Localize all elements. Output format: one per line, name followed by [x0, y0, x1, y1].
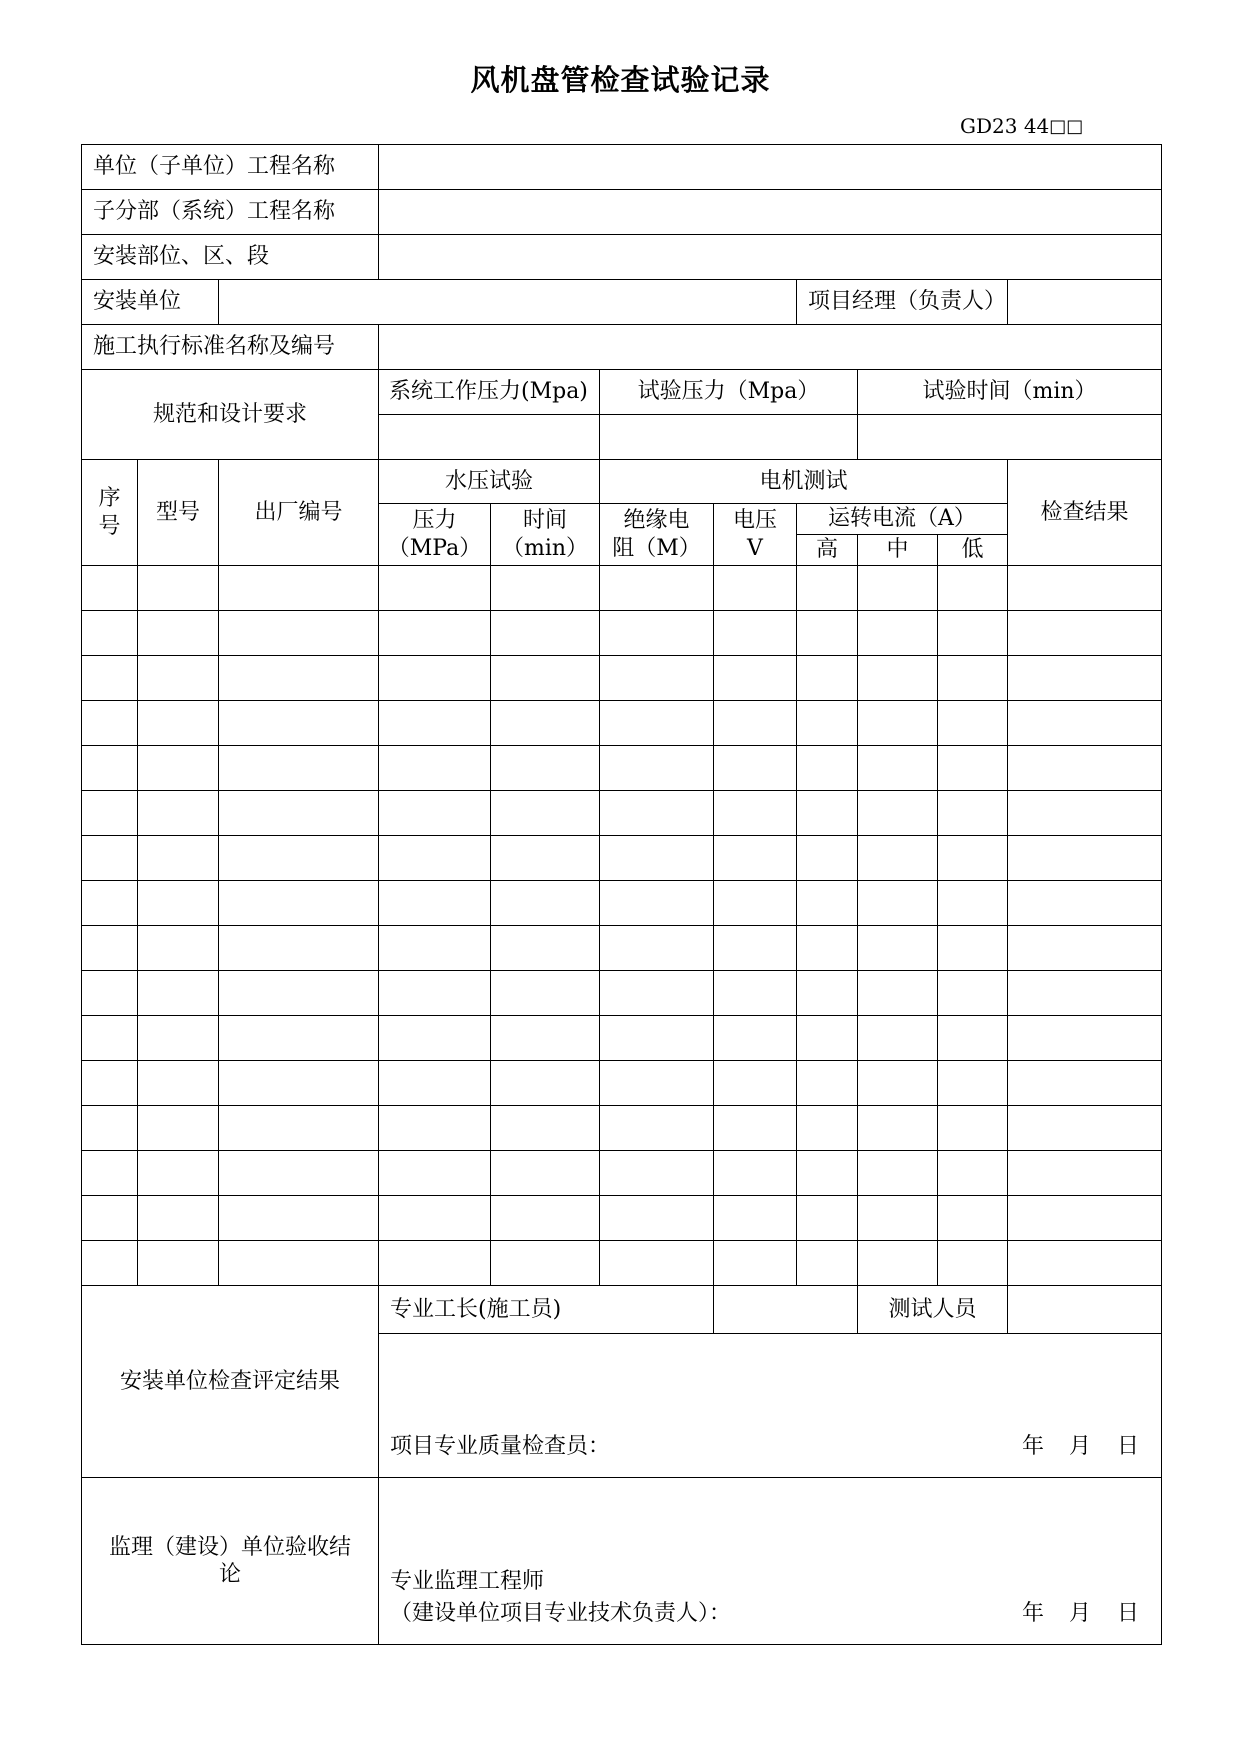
insulation-cell[interactable]: [600, 1016, 714, 1061]
supervision-year-label: 年: [1022, 1601, 1045, 1626]
time-cell[interactable]: [491, 926, 600, 971]
test-header-row-1: [82, 460, 1162, 504]
current-low-cell[interactable]: [938, 1061, 1008, 1106]
standard-row: [82, 325, 1162, 370]
pressure-cell[interactable]: [379, 1241, 491, 1286]
current-high-cell[interactable]: [797, 566, 858, 611]
table-row: [82, 1061, 1162, 1106]
form-code-text: GD23 44: [960, 114, 1050, 138]
result-cell[interactable]: [1008, 656, 1162, 701]
current-mid-cell[interactable]: [858, 1196, 938, 1241]
install-eval-label: 安装单位检查评定结果: [82, 1286, 379, 1478]
current-mid-cell[interactable]: [858, 1241, 938, 1286]
document-title: 风机盘管检查试验记录: [470, 63, 771, 97]
seq-cell[interactable]: [82, 746, 138, 791]
hydro-test-header: 水压试验: [379, 460, 600, 504]
supervision-field[interactable]: [379, 1478, 1162, 1645]
quality-inspector-label: 项目专业质量检查员：: [390, 1434, 611, 1459]
time-cell[interactable]: [491, 1241, 600, 1286]
foreman-field[interactable]: [714, 1286, 858, 1334]
current-mid-cell[interactable]: [858, 746, 938, 791]
supervision-row: [82, 1478, 1162, 1645]
voltage-cell[interactable]: [714, 566, 797, 611]
pressure-cell[interactable]: [379, 881, 491, 926]
sub-project-name-field[interactable]: [379, 190, 1162, 235]
test-pressure-field[interactable]: [600, 415, 858, 460]
voltage-cell[interactable]: [714, 1061, 797, 1106]
table-row: [82, 1151, 1162, 1196]
insulation-cell[interactable]: [600, 611, 714, 656]
seq-cell[interactable]: [82, 1151, 138, 1196]
factory-no-cell[interactable]: [219, 611, 379, 656]
result-cell[interactable]: [1008, 1196, 1162, 1241]
voltage-header-line1: 电压: [732, 508, 777, 533]
result-cell[interactable]: [1008, 926, 1162, 971]
install-unit-label: 安装单位: [82, 280, 219, 325]
model-cell[interactable]: [138, 971, 219, 1016]
motor-test-header: 电机测试: [600, 460, 1008, 504]
unit-project-name-field[interactable]: [379, 145, 1162, 190]
current-high-cell[interactable]: [797, 656, 858, 701]
supervisor-label-line1: 专业监理工程师: [390, 1569, 545, 1594]
pressure-cell[interactable]: [379, 791, 491, 836]
time-cell[interactable]: [491, 611, 600, 656]
model-cell[interactable]: [138, 1151, 219, 1196]
insulation-header: [600, 504, 714, 566]
voltage-cell[interactable]: [714, 1106, 797, 1151]
install-eval-year-label: 年: [1022, 1434, 1045, 1459]
time-cell[interactable]: [491, 1106, 600, 1151]
unit-project-row: [82, 145, 1162, 190]
table-row: [82, 1016, 1162, 1061]
pressure-cell[interactable]: [379, 971, 491, 1016]
seq-cell[interactable]: [82, 1196, 138, 1241]
insulation-cell[interactable]: [600, 566, 714, 611]
model-cell[interactable]: [138, 656, 219, 701]
time-cell[interactable]: [491, 1196, 600, 1241]
model-cell[interactable]: [138, 1061, 219, 1106]
install-location-row: [82, 235, 1162, 280]
pressure-header-line2: （MPa）: [387, 535, 482, 561]
insulation-cell[interactable]: [600, 971, 714, 1016]
time-header-line1: 时间: [522, 508, 567, 533]
pressure-cell[interactable]: [379, 1016, 491, 1061]
table-row: [82, 656, 1162, 701]
pressure-cell[interactable]: [379, 1106, 491, 1151]
voltage-header: [714, 504, 797, 566]
install-eval-field[interactable]: [379, 1334, 1162, 1478]
current-low-cell[interactable]: [938, 1016, 1008, 1061]
test-time-field[interactable]: [858, 415, 1162, 460]
model-cell[interactable]: [138, 746, 219, 791]
current-low-cell[interactable]: [938, 1106, 1008, 1151]
current-high-cell[interactable]: [797, 1151, 858, 1196]
current-low-cell[interactable]: [938, 566, 1008, 611]
factory-no-cell[interactable]: [219, 1016, 379, 1061]
result-cell[interactable]: [1008, 1061, 1162, 1106]
table-row: [82, 971, 1162, 1016]
current-low-cell[interactable]: [938, 791, 1008, 836]
seq-cell[interactable]: [82, 566, 138, 611]
table-row: [82, 611, 1162, 656]
time-header: [491, 504, 600, 566]
data-rows: [82, 566, 1162, 1286]
voltage-cell[interactable]: [714, 1151, 797, 1196]
insulation-cell[interactable]: [600, 1196, 714, 1241]
table-row: [82, 1241, 1162, 1286]
supervision-day-label: 日: [1117, 1601, 1140, 1626]
time-cell[interactable]: [491, 1151, 600, 1196]
supervision-month-label: 月: [1069, 1601, 1092, 1626]
insulation-cell[interactable]: [600, 791, 714, 836]
system-pressure-field[interactable]: [379, 415, 600, 460]
model-cell[interactable]: [138, 566, 219, 611]
result-cell[interactable]: [1008, 1241, 1162, 1286]
voltage-cell[interactable]: [714, 881, 797, 926]
pressure-cell[interactable]: [379, 746, 491, 791]
model-cell[interactable]: [138, 926, 219, 971]
current-high-cell[interactable]: [797, 1061, 858, 1106]
factory-no-cell[interactable]: [219, 926, 379, 971]
spec-requirements-label: 规范和设计要求: [82, 370, 379, 460]
project-manager-field[interactable]: [1008, 280, 1162, 325]
current-high-cell[interactable]: [797, 1106, 858, 1151]
current-low-cell[interactable]: [938, 1241, 1008, 1286]
current-high-header: 高: [797, 535, 858, 566]
table-row: [82, 701, 1162, 746]
time-cell[interactable]: [491, 746, 600, 791]
voltage-cell[interactable]: [714, 971, 797, 1016]
time-cell[interactable]: [491, 836, 600, 881]
seq-cell[interactable]: [82, 926, 138, 971]
current-low-cell[interactable]: [938, 1151, 1008, 1196]
factory-no-cell[interactable]: [219, 971, 379, 1016]
factory-no-cell[interactable]: [219, 1196, 379, 1241]
voltage-header-line2: V: [747, 535, 763, 561]
result-cell[interactable]: [1008, 836, 1162, 881]
install-unit-row: [82, 280, 1162, 325]
insulation-cell[interactable]: [600, 656, 714, 701]
seq-header-line1: 序: [98, 486, 121, 511]
current-low-cell[interactable]: [938, 971, 1008, 1016]
current-low-cell[interactable]: [938, 926, 1008, 971]
voltage-cell[interactable]: [714, 791, 797, 836]
current-mid-cell[interactable]: [858, 926, 938, 971]
insulation-cell[interactable]: [600, 926, 714, 971]
pressure-cell[interactable]: [379, 836, 491, 881]
model-cell[interactable]: [138, 1241, 219, 1286]
tester-field[interactable]: [1008, 1286, 1162, 1334]
spec-header-row: [82, 370, 1162, 415]
current-mid-cell[interactable]: [858, 701, 938, 746]
factory-no-cell[interactable]: [219, 881, 379, 926]
current-high-cell[interactable]: [797, 1241, 858, 1286]
pressure-cell[interactable]: [379, 611, 491, 656]
seq-cell[interactable]: [82, 881, 138, 926]
current-high-cell[interactable]: [797, 611, 858, 656]
seq-cell[interactable]: [82, 701, 138, 746]
voltage-cell[interactable]: [714, 701, 797, 746]
current-high-cell[interactable]: [797, 1016, 858, 1061]
insulation-cell[interactable]: [600, 1061, 714, 1106]
standard-name-label: 施工执行标准名称及编号: [82, 325, 379, 370]
project-manager-label: 项目经理（负责人）: [797, 280, 1008, 325]
insulation-header-line2: 阻（M）: [612, 535, 701, 561]
system-pressure-label: 系统工作压力(Mpa): [379, 370, 600, 415]
time-cell[interactable]: [491, 1061, 600, 1106]
seq-cell[interactable]: [82, 1061, 138, 1106]
unit-project-name-label: 单位（子单位）工程名称: [82, 145, 379, 190]
current-high-cell[interactable]: [797, 926, 858, 971]
model-cell[interactable]: [138, 1196, 219, 1241]
factory-no-cell[interactable]: [219, 1151, 379, 1196]
factory-no-cell[interactable]: [219, 791, 379, 836]
install-eval-month-label: 月: [1069, 1434, 1092, 1459]
current-mid-header: 中: [858, 535, 938, 566]
seq-header-line2: 号: [98, 513, 121, 539]
current-mid-cell[interactable]: [858, 791, 938, 836]
table-row: [82, 836, 1162, 881]
voltage-cell[interactable]: [714, 656, 797, 701]
pressure-cell[interactable]: [379, 926, 491, 971]
table-row: [82, 746, 1162, 791]
seq-cell[interactable]: [82, 791, 138, 836]
form-code: [960, 114, 1083, 138]
current-low-cell[interactable]: [938, 836, 1008, 881]
table-row: [82, 926, 1162, 971]
result-cell[interactable]: [1008, 566, 1162, 611]
model-cell[interactable]: [138, 881, 219, 926]
factory-no-cell[interactable]: [219, 656, 379, 701]
current-high-cell[interactable]: [797, 836, 858, 881]
pressure-cell[interactable]: [379, 1151, 491, 1196]
install-eval-row-1: [82, 1286, 1162, 1334]
time-cell[interactable]: [491, 1016, 600, 1061]
current-mid-cell[interactable]: [858, 656, 938, 701]
current-low-cell[interactable]: [938, 701, 1008, 746]
seq-cell[interactable]: [82, 971, 138, 1016]
current-mid-cell[interactable]: [858, 611, 938, 656]
current-low-cell[interactable]: [938, 1196, 1008, 1241]
current-mid-cell[interactable]: [858, 1106, 938, 1151]
pressure-header: [379, 504, 491, 566]
result-cell[interactable]: [1008, 971, 1162, 1016]
seq-cell[interactable]: [82, 1106, 138, 1151]
sub-project-name-label: 子分部（系统）工程名称: [82, 190, 379, 235]
test-pressure-label: 试验压力（Mpa）: [600, 370, 858, 415]
current-mid-cell[interactable]: [858, 836, 938, 881]
current-low-cell[interactable]: [938, 746, 1008, 791]
current-high-cell[interactable]: [797, 746, 858, 791]
running-current-header: 运转电流（A）: [797, 504, 1008, 535]
form-code-checkboxes: □□: [1049, 116, 1084, 137]
pressure-header-line1: 压力: [412, 508, 457, 533]
model-cell[interactable]: [138, 1016, 219, 1061]
voltage-cell[interactable]: [714, 836, 797, 881]
install-location-field[interactable]: [379, 235, 1162, 280]
time-cell[interactable]: [491, 791, 600, 836]
insulation-cell[interactable]: [600, 1151, 714, 1196]
result-cell[interactable]: [1008, 881, 1162, 926]
tester-label: 测试人员: [858, 1286, 1008, 1334]
result-cell[interactable]: [1008, 746, 1162, 791]
seq-cell[interactable]: [82, 611, 138, 656]
record-form: [81, 144, 1161, 1648]
voltage-cell[interactable]: [714, 1241, 797, 1286]
time-cell[interactable]: [491, 881, 600, 926]
result-cell[interactable]: [1008, 701, 1162, 746]
factory-no-cell[interactable]: [219, 1241, 379, 1286]
time-cell[interactable]: [491, 701, 600, 746]
time-cell[interactable]: [491, 566, 600, 611]
factory-no-cell[interactable]: [219, 1106, 379, 1151]
pressure-cell[interactable]: [379, 701, 491, 746]
voltage-cell[interactable]: [714, 611, 797, 656]
current-mid-cell[interactable]: [858, 1016, 938, 1061]
factory-no-cell[interactable]: [219, 746, 379, 791]
current-mid-cell[interactable]: [858, 1061, 938, 1106]
model-cell[interactable]: [138, 611, 219, 656]
result-cell[interactable]: [1008, 1016, 1162, 1061]
supervision-label-line2: 论: [218, 1562, 241, 1587]
seq-cell[interactable]: [82, 1241, 138, 1286]
current-low-cell[interactable]: [938, 881, 1008, 926]
time-cell[interactable]: [491, 656, 600, 701]
current-mid-cell[interactable]: [858, 971, 938, 1016]
current-high-cell[interactable]: [797, 971, 858, 1016]
current-low-cell[interactable]: [938, 611, 1008, 656]
current-mid-cell[interactable]: [858, 1151, 938, 1196]
pressure-cell[interactable]: [379, 1061, 491, 1106]
current-mid-cell[interactable]: [858, 566, 938, 611]
pressure-cell[interactable]: [379, 656, 491, 701]
insulation-cell[interactable]: [600, 1106, 714, 1151]
current-high-cell[interactable]: [797, 791, 858, 836]
model-cell[interactable]: [138, 836, 219, 881]
current-high-cell[interactable]: [797, 881, 858, 926]
current-mid-cell[interactable]: [858, 881, 938, 926]
voltage-cell[interactable]: [714, 1196, 797, 1241]
seq-cell[interactable]: [82, 836, 138, 881]
result-header: 检查结果: [1008, 460, 1162, 566]
insulation-header-line1: 绝缘电: [623, 508, 690, 533]
model-cell[interactable]: [138, 701, 219, 746]
insulation-cell[interactable]: [600, 1241, 714, 1286]
result-cell[interactable]: [1008, 1106, 1162, 1151]
factory-no-header: 出厂编号: [219, 460, 379, 566]
current-low-cell[interactable]: [938, 656, 1008, 701]
current-high-cell[interactable]: [797, 701, 858, 746]
foreman-label: 专业工长(施工员): [379, 1286, 714, 1334]
time-cell[interactable]: [491, 971, 600, 1016]
table-row: [82, 1196, 1162, 1241]
standard-name-field[interactable]: [379, 325, 1162, 370]
sub-project-row: [82, 190, 1162, 235]
voltage-cell[interactable]: [714, 926, 797, 971]
insulation-cell[interactable]: [600, 701, 714, 746]
factory-no-cell[interactable]: [219, 836, 379, 881]
supervision-label: [82, 1478, 379, 1645]
current-low-header: 低: [938, 535, 1008, 566]
supervisor-label-line2: （建设单位项目专业技术负责人）：: [390, 1601, 732, 1626]
factory-no-cell[interactable]: [219, 701, 379, 746]
result-cell[interactable]: [1008, 791, 1162, 836]
insulation-cell[interactable]: [600, 746, 714, 791]
insulation-cell[interactable]: [600, 836, 714, 881]
factory-no-cell[interactable]: [219, 566, 379, 611]
model-header: 型号: [138, 460, 219, 566]
result-cell[interactable]: [1008, 611, 1162, 656]
current-high-cell[interactable]: [797, 1196, 858, 1241]
voltage-cell[interactable]: [714, 746, 797, 791]
time-header-line2: （min）: [501, 535, 589, 561]
insulation-cell[interactable]: [600, 881, 714, 926]
model-cell[interactable]: [138, 1106, 219, 1151]
model-cell[interactable]: [138, 791, 219, 836]
pressure-cell[interactable]: [379, 1196, 491, 1241]
install-unit-field[interactable]: [219, 280, 797, 325]
seq-cell[interactable]: [82, 656, 138, 701]
record-table: [81, 144, 1162, 1645]
result-cell[interactable]: [1008, 1151, 1162, 1196]
seq-cell[interactable]: [82, 1016, 138, 1061]
table-row: [82, 881, 1162, 926]
table-row: [82, 791, 1162, 836]
table-row: [82, 1106, 1162, 1151]
install-eval-day-label: 日: [1117, 1434, 1140, 1459]
supervision-label-line1: 监理（建设）单位验收结: [108, 1534, 351, 1560]
install-location-label: 安装部位、区、段: [82, 235, 379, 280]
voltage-cell[interactable]: [714, 1016, 797, 1061]
test-time-label: 试验时间（min）: [858, 370, 1162, 415]
pressure-cell[interactable]: [379, 566, 491, 611]
seq-header: [82, 460, 138, 566]
table-row: [82, 566, 1162, 611]
factory-no-cell[interactable]: [219, 1061, 379, 1106]
